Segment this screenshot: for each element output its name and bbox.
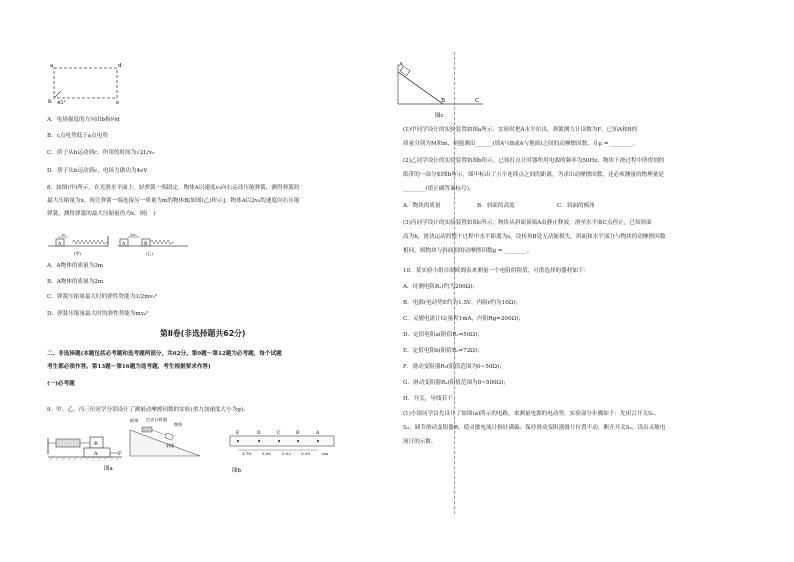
q9-part1-line2: 质量分别为M和m，则能测出______(填A与B或A与地面)之间的动摩擦因数，且μ = ________。 — [403, 141, 639, 147]
q8-stem-line3: 弹簧，测得弹簧的最大压缩量仍为x，则( ) — [47, 211, 156, 217]
label-fig-c-a: A — [399, 62, 403, 68]
label-e: e — [116, 100, 120, 106]
q7-option-c: C．质子从b运动到c，所用的时间为√2L/v₀ — [47, 150, 155, 156]
q9-part3-line3: 相同，则物块与斜面间的动摩擦因数μ = ________。 — [403, 248, 533, 254]
label-d: d — [118, 63, 122, 69]
part2-title: 第Ⅱ卷(非选择题共62分) — [160, 329, 246, 338]
q10-item-d: D．定值电阻a(阻值R₁=50Ω)； — [403, 332, 483, 338]
label-b: B — [144, 242, 148, 247]
q10-item-f: F．滑动变阻器R₃(阻值范围为0~50Ω)； — [403, 364, 505, 370]
q10-part1-line2: S₂，调节滑动变阻器R，使灵敏电流计指针满偏；保持滑动变阻器滑片位置不动，断开开关S₂，读出灵敏电 — [403, 425, 666, 431]
q8-option-d: D．弹簧压缩量最大时的弹性势能为mv₀² — [47, 311, 149, 317]
label-v1: v₀ — [62, 232, 66, 237]
q10-item-c: C．灵敏电流计G(量程1mA，内阻Rg=200Ω)； — [403, 316, 524, 322]
tape-distance-4: 3.39 — [301, 451, 310, 456]
tape-point-a: A — [316, 431, 320, 436]
q7-rectangle-figure — [44, 58, 134, 106]
label-paper-tape: 纸带 — [130, 418, 139, 423]
spring-scale-icon — [56, 439, 80, 447]
label-angle: 45° — [57, 100, 66, 106]
label-b: b — [48, 99, 52, 105]
tape-distance-1: 3.78 — [242, 451, 251, 456]
caption-fig-c: 图c — [435, 113, 444, 119]
label-jia: (甲) — [74, 251, 82, 256]
q8-option-a: A．A物体的质量为3m — [47, 263, 104, 269]
block-icon — [165, 433, 173, 440]
column-divider — [454, 52, 455, 514]
q9-part2-option-b: B．斜面的高度 — [477, 203, 515, 209]
q9-part2-line1: (2)乙同学设计的实验装置如图b所示，已知打点计时器所用电源的频率为50Hz，物块下滑过程中所得到的 — [403, 158, 665, 164]
q10-item-h: H．开关，导线若干。 — [403, 396, 459, 402]
label-a2: A — [122, 242, 126, 247]
q9-part3-line1: (3)丙同学设计的实验装置如图c所示，物块从斜面顶端A由静止释放，滑至水平面C点停止，已知斜面 — [403, 220, 652, 226]
q8-option-b: B．A物体的质量为2m — [47, 279, 104, 285]
q8-spring-figures — [46, 228, 196, 258]
label-fig-c-c: C — [475, 98, 480, 104]
timer-icon — [142, 427, 152, 432]
caption-fig-a: 图a — [104, 466, 113, 472]
figure-c — [395, 58, 495, 120]
caption-fig-b: 图b — [232, 468, 242, 474]
label-fig-a-b: B — [94, 441, 98, 447]
section2-line2: 考生都必须作答。第13题～第16题为选考题，考生根据要求作答) — [47, 364, 211, 370]
tape-point-e: E — [236, 431, 240, 436]
figure-b-tape — [226, 428, 342, 474]
q10-item-g: G．滑动变阻器R₄(阻值范围为0~500Ω)； — [403, 380, 509, 386]
q9-part2-line3: ________(填正确答案标号)。 — [403, 186, 475, 192]
tape-point-b: B — [296, 431, 300, 436]
q9-part3-line2: 高为h，滑块运动的整个过程中水平距离为s，设转角B处无动能损失，斜面和水平部分与物块的动摩擦因数 — [403, 234, 666, 240]
q8-stem-line1: 8．如图(甲)所示，在光滑水平面上，轻弹簧一端固定，物体A以速度v₀向右运动压缩弹簧，测得弹簧的 — [47, 185, 300, 191]
figure-a — [46, 418, 124, 474]
q7-option-b: B．c点电势低于a点电势 — [47, 133, 108, 139]
q9-part1-line1: (1)甲同学设计的实验装置如图a所示，实验时把A水平拉出，弹簧测力计读数为F，已知A和B的 — [403, 127, 638, 133]
tape-distance-2: 3.65 — [262, 451, 271, 456]
q9-part2-option-a: A．物块的质量 — [403, 203, 441, 209]
label-block: 物块 — [174, 422, 183, 427]
figure-b-incline — [128, 416, 208, 460]
required-heading: (一)必考题 — [47, 381, 75, 387]
tape-point-c: C — [277, 431, 281, 436]
tape-distance-3: 3.52 — [282, 451, 291, 456]
label-fig-a-a: A — [94, 451, 98, 457]
q9-part2-option-c: C．斜面的倾角 — [557, 203, 595, 209]
q10-item-b: B．电源(电动势E约为1.5V，内阻r约为10Ω)； — [403, 300, 522, 306]
q9-stem: 9．甲、乙、丙三位同学分别设计了测量动摩擦因数的实验(重力加速度大小为g)。 — [47, 407, 249, 413]
q8-option-c: C．弹簧压缩量最大时的弹性势能为3/2mv₀² — [47, 294, 158, 300]
q10-part1-line3: 流计的示数。 — [403, 439, 437, 445]
tape-point-d: D — [257, 431, 261, 436]
label-a1: A — [58, 242, 62, 247]
q10-item-a: A．待测电阻Rₓ(约为200Ω)； — [403, 284, 479, 290]
section2-line1: 二、非选择题(本题包括必考题和选考题两部分，共62分。第9题～第12题为必考题，每个试题 — [47, 351, 282, 357]
q8-stem-line2: 最大压缩量为x，现让弹簧一端连接另一质量为m的物体B[如图(乙)所示]，物体A以2v₀的速度向右压缩 — [47, 198, 300, 204]
label-timer: 打点计时器 — [146, 417, 167, 422]
label-a: a — [50, 63, 54, 69]
q10-stem: 10．某实验小组自制欧姆表来测量一个电阻的阻值，可供选择的器材如下： — [403, 268, 590, 274]
tape-unit: cm — [322, 451, 329, 456]
q7-option-d: D．质子从b运动到c，电场力做功为4eV — [47, 168, 148, 174]
label-yi: (乙) — [146, 251, 154, 256]
q9-part2-line2: 纸带的一部分如图b所示，图中标出了五个连续点之间的距离，为求出动摩擦因数，还必须测量的物理量是 — [403, 172, 664, 178]
q10-part1-line1: (1)小组同学首先设计了如图(a)所示的电路，来测量电源的电动势。实验部分步骤如下：先闭合开关S₁、 — [403, 411, 660, 417]
label-fig-c-b: B — [441, 98, 446, 104]
label-fig-a-f: F — [118, 451, 122, 457]
label-v2: 2v₀ — [130, 232, 137, 237]
q10-item-e: E．定值电阻b(阻值R₂=72Ω)； — [403, 348, 483, 354]
q7-option-a: A．电场强度的方向由b指向d — [47, 117, 120, 123]
label-slope: 斜面 — [166, 443, 175, 448]
